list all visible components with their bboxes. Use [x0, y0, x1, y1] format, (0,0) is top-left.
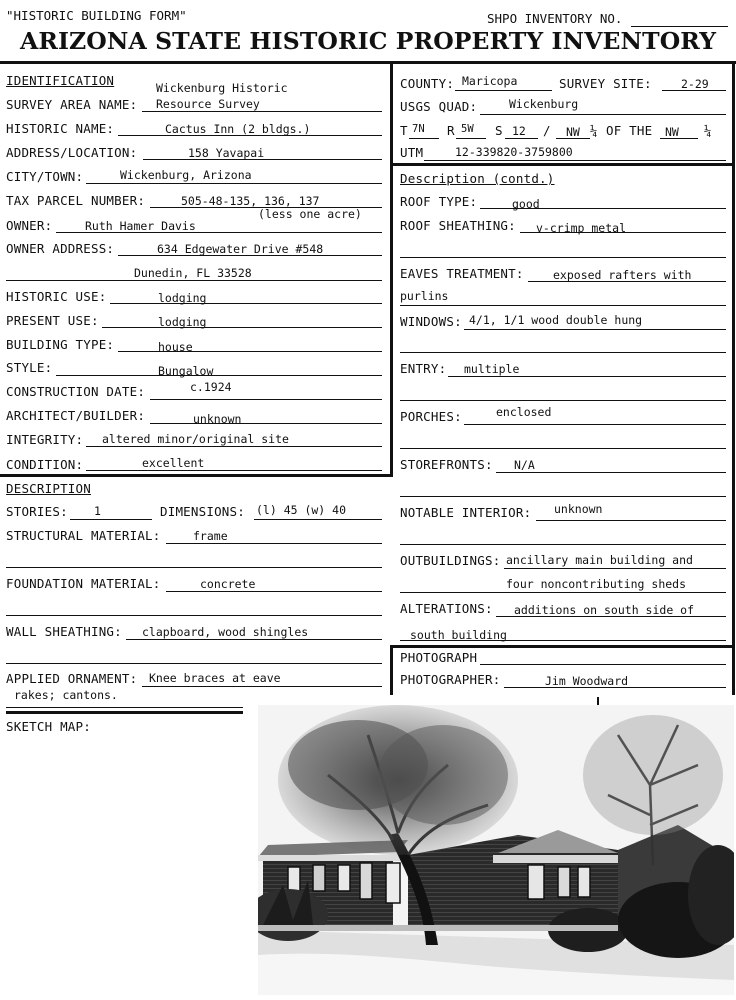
historic-use-label: HISTORIC USE:: [6, 289, 107, 304]
county-label: COUNTY:: [400, 76, 455, 91]
windows-value: 4/1, 1/1 wood double hung: [469, 313, 643, 327]
survey-site-value: 2-29: [681, 77, 709, 91]
county-value: Maricopa: [462, 74, 518, 88]
integrity-value: altered minor/original site: [102, 432, 289, 446]
description-heading: DESCRIPTION: [6, 481, 91, 496]
construction-date-line: [150, 399, 382, 400]
quarter-1-value: NW: [566, 125, 580, 139]
utm-value: 12-339820-3759800: [455, 145, 573, 159]
porches-line: [464, 424, 726, 425]
dimensions-value: (l) 45 (w) 40: [256, 503, 347, 517]
address-value: 158 Yavapai: [188, 146, 265, 160]
style-label: STYLE:: [6, 360, 53, 375]
range-line: [456, 138, 486, 139]
integrity-line: [86, 446, 382, 447]
identification-heading: IDENTIFICATION: [6, 73, 115, 88]
storefronts-label: STOREFRONTS:: [400, 457, 493, 472]
usgs-quad-label: USGS QUAD:: [400, 99, 478, 114]
owner-address-line-2: [6, 280, 382, 281]
construction-date-label: CONSTRUCTION DATE:: [6, 384, 146, 399]
blank-line-5: [400, 496, 726, 497]
roof-type-value: good: [512, 197, 540, 211]
condition-value: excellent: [142, 456, 205, 470]
wall-sheathing-value: clapboard, wood shingles: [142, 625, 309, 639]
blank-line-4: [400, 448, 726, 449]
structural-blank-line: [6, 567, 382, 568]
integrity-label: INTEGRITY:: [6, 432, 84, 447]
notable-interior-line: [536, 520, 726, 521]
frame-photo-top: [391, 645, 735, 648]
section-slash: /: [543, 123, 551, 138]
frame-center-photo: [390, 645, 393, 695]
county-line: [455, 90, 552, 91]
porches-value: enclosed: [496, 405, 552, 419]
stories-value: 1: [94, 504, 101, 518]
usgs-quad-value: Wickenburg: [509, 97, 579, 111]
storefronts-value: N/A: [514, 458, 535, 472]
condition-label: CONDITION:: [6, 457, 84, 472]
foundation-blank-line: [6, 615, 382, 616]
historic-name-label: HISTORIC NAME:: [6, 121, 115, 136]
photograph-heading: PHOTOGRAPH: [400, 650, 478, 665]
section-label: S: [495, 123, 503, 138]
owner-address-value-2: Dunedin, FL 33528: [134, 266, 252, 280]
owner-label: OWNER:: [6, 218, 53, 233]
structural-line: [166, 543, 382, 544]
roof-sheathing-value: v-crimp metal: [536, 221, 627, 235]
photographer-label: PHOTOGRAPHER:: [400, 672, 501, 687]
stories-line: [70, 519, 152, 520]
frame-right: [732, 61, 735, 695]
condition-line: [86, 470, 382, 471]
historic-use-line: [110, 303, 382, 304]
architect-value: unknown: [193, 412, 242, 426]
form-name: "HISTORIC BUILDING FORM": [6, 8, 187, 23]
city-label: CITY/TOWN:: [6, 169, 84, 184]
eaves-value-1: exposed rafters with: [553, 268, 692, 282]
stories-label: STORIES:: [6, 504, 68, 519]
township-line: [409, 138, 439, 139]
township-value: 7N: [412, 123, 425, 135]
storefronts-line: [496, 472, 726, 473]
structural-value: frame: [193, 529, 228, 543]
foundation-value: concrete: [200, 577, 256, 591]
wall-sheathing-label: WALL SHEATHING:: [6, 624, 122, 639]
windows-line: [464, 329, 726, 330]
ornament-value-2: rakes; cantons.: [14, 688, 118, 702]
architect-line: [150, 423, 382, 424]
owner-address-label: OWNER ADDRESS:: [6, 241, 115, 256]
description-contd-heading: Description (contd.): [400, 171, 555, 186]
alterations-label: ALTERATIONS:: [400, 601, 493, 616]
utm-label: UTM: [400, 145, 424, 160]
frame-location-bottom: [391, 163, 735, 166]
construction-date-value: c.1924: [190, 380, 232, 394]
sketch-divider: [6, 711, 243, 714]
entry-value: multiple: [464, 362, 520, 376]
foundation-label: FOUNDATION MATERIAL:: [6, 576, 161, 591]
present-use-line: [102, 327, 382, 328]
address-label: ADDRESS/LOCATION:: [6, 145, 138, 160]
eaves-label: EAVES TREATMENT:: [400, 266, 524, 281]
shpo-inventory-label: SHPO INVENTORY NO.: [487, 11, 623, 26]
style-line: [56, 375, 382, 376]
eaves-value-2: purlins: [400, 289, 449, 303]
township-label: T: [400, 123, 408, 138]
eaves-line-2: [400, 305, 726, 306]
outbuildings-value-2: four noncontributing sheds: [506, 577, 687, 591]
sketch-divider-thin: [6, 707, 243, 708]
present-use-label: PRESENT USE:: [6, 313, 99, 328]
outbuildings-line-2: [400, 592, 726, 593]
city-line: [86, 183, 382, 184]
tax-parcel-note: (less one acre): [258, 207, 362, 221]
ornament-line: [142, 686, 382, 687]
frame-identification-bottom: [0, 474, 393, 477]
section-line: [505, 138, 538, 139]
dimensions-label: DIMENSIONS:: [160, 504, 245, 519]
ornament-value-1: Knee braces at eave: [149, 671, 281, 685]
historic-name-value: Cactus Inn (2 bldgs.): [165, 122, 311, 136]
frame-center-top: [390, 61, 393, 475]
survey-area-value-1: Wickenburg Historic: [156, 81, 288, 95]
wall-sheathing-line: [126, 639, 382, 640]
tax-parcel-value: 505-48-135, 136, 137: [181, 194, 320, 208]
blank-line-3: [400, 400, 726, 401]
windows-label: WINDOWS:: [400, 314, 462, 329]
entry-line: [448, 376, 726, 377]
historic-use-value: lodging: [158, 291, 207, 305]
building-type-value: house: [158, 340, 193, 354]
tick-mark: [597, 697, 599, 705]
city-value: Wickenburg, Arizona: [120, 168, 252, 182]
ornament-label: APPLIED ORNAMENT:: [6, 671, 138, 686]
of-the-label: OF THE: [606, 123, 653, 138]
survey-site-label: SURVEY SITE:: [559, 76, 652, 91]
owner-address-value-1: 634 Edgewater Drive #548: [157, 242, 324, 256]
frame-top: [0, 61, 736, 64]
outbuildings-label: OUTBUILDINGS:: [400, 553, 501, 568]
range-label: R: [447, 123, 455, 138]
alterations-value-1: additions on south side of: [514, 603, 695, 617]
quarter-1-symbol: ¼: [590, 123, 598, 138]
notable-interior-value: unknown: [554, 502, 603, 516]
present-use-value: lodging: [158, 315, 207, 329]
survey-area-label: SURVEY AREA NAME:: [6, 97, 138, 112]
notable-interior-label: NOTABLE INTERIOR:: [400, 505, 532, 520]
utm-line: [424, 160, 726, 161]
quarter-2-symbol: ¼: [704, 123, 712, 138]
building-photograph: [258, 705, 734, 995]
structural-label: STRUCTURAL MATERIAL:: [6, 528, 161, 543]
foundation-line: [166, 591, 382, 592]
photograph-line: [480, 664, 726, 665]
roof-type-label: ROOF TYPE:: [400, 194, 478, 209]
blank-line-2: [400, 352, 726, 353]
survey-area-value-2: Resource Survey: [156, 97, 260, 111]
photographer-value: Jim Woodward: [545, 674, 629, 688]
building-type-label: BUILDING TYPE:: [6, 337, 115, 352]
wall-blank-line: [6, 663, 382, 664]
quarter-2-value: NW: [665, 125, 679, 139]
alterations-value-2: south building: [410, 628, 507, 642]
survey-area-line: [142, 111, 382, 112]
page-title: ARIZONA STATE HISTORIC PROPERTY INVENTORY: [20, 27, 717, 55]
blank-line-6: [400, 544, 726, 545]
usgs-quad-line: [480, 114, 726, 115]
entry-label: ENTRY:: [400, 361, 447, 376]
architect-label: ARCHITECT/BUILDER:: [6, 408, 146, 423]
style-value: Bungalow: [158, 364, 214, 378]
blank-line-1: [400, 257, 726, 258]
tax-parcel-label: TAX PARCEL NUMBER:: [6, 193, 146, 208]
owner-value: Ruth Hamer Davis: [85, 219, 196, 233]
sketch-map-label: SKETCH MAP:: [6, 719, 91, 734]
outbuildings-line-1: [504, 568, 726, 569]
outbuildings-value-1: ancillary main building and: [506, 553, 693, 567]
roof-sheathing-label: ROOF SHEATHING:: [400, 218, 516, 233]
section-value: 12: [512, 124, 526, 138]
range-value: 5W: [461, 123, 474, 135]
dimensions-line: [254, 519, 382, 520]
porches-label: PORCHES:: [400, 409, 462, 424]
